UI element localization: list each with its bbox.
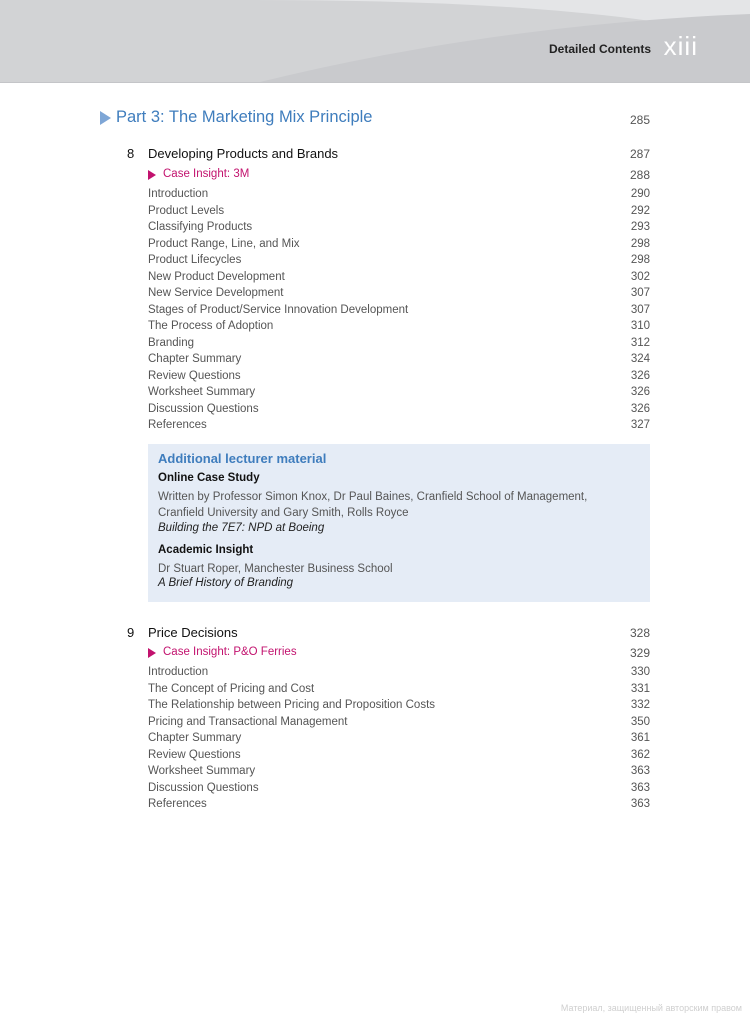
chapter-9-case-insight[interactable] bbox=[148, 646, 650, 662]
chapter-title: Developing Products and Brands bbox=[148, 146, 339, 161]
entry-title: Chapter Summary bbox=[148, 732, 242, 744]
entry-title: Discussion Questions bbox=[148, 781, 259, 794]
entry-page-number: 310 bbox=[630, 320, 650, 332]
chapter-number: 9 bbox=[127, 625, 135, 640]
toc-entry[interactable] bbox=[148, 320, 650, 337]
entry-title: Product Lifecycles bbox=[148, 254, 242, 266]
entry-page-number: 363 bbox=[630, 781, 650, 794]
chapter-title: Price Decisions bbox=[148, 625, 238, 640]
play-arrow-icon bbox=[148, 648, 156, 658]
part-heading[interactable] bbox=[100, 108, 650, 130]
entry-page-number: 290 bbox=[630, 188, 650, 200]
toc-entry[interactable] bbox=[148, 205, 650, 222]
chapter-9-entry-list bbox=[148, 666, 650, 815]
entry-title: Introduction bbox=[148, 188, 209, 200]
entry-title: Worksheet Summary bbox=[148, 765, 256, 777]
entry-title: Product Range, Line, and Mix bbox=[148, 237, 300, 250]
toc-entry[interactable] bbox=[148, 782, 650, 799]
play-arrow-icon bbox=[100, 111, 111, 125]
entry-title: Stages of Product/Service Innovation Development bbox=[148, 303, 409, 316]
entry-page-number: 307 bbox=[630, 287, 650, 299]
toc-entry[interactable] bbox=[148, 683, 650, 700]
entry-page-number: 361 bbox=[630, 732, 650, 744]
toc-entry[interactable] bbox=[148, 716, 650, 733]
entry-title: Worksheet Summary bbox=[148, 386, 256, 398]
page-header bbox=[0, 0, 750, 83]
entry-page-number: 326 bbox=[630, 369, 650, 382]
online-case-study-label: Online Case Study bbox=[158, 472, 260, 484]
online-case-study-title[interactable]: Building the 7E7: NPD at Boeing bbox=[158, 521, 325, 534]
entry-page-number: 293 bbox=[630, 221, 650, 233]
academic-insight-author: Dr Stuart Roper, Manchester Business School bbox=[158, 562, 393, 575]
entry-title: Chapter Summary bbox=[148, 353, 242, 365]
entry-page-number: 332 bbox=[630, 699, 650, 711]
entry-title: Classifying Products bbox=[148, 221, 253, 233]
chapter-9-heading[interactable] bbox=[120, 625, 650, 643]
case-insight-page-number: 329 bbox=[629, 646, 650, 660]
entry-page-number: 350 bbox=[630, 715, 650, 728]
entry-page-number: 327 bbox=[630, 419, 650, 431]
case-insight-title: Case Insight: 3M bbox=[163, 168, 250, 180]
entry-title: Review Questions bbox=[148, 369, 241, 382]
entry-title: Discussion Questions bbox=[148, 402, 259, 415]
entry-page-number: 331 bbox=[630, 682, 650, 695]
entry-title: The Concept of Pricing and Cost bbox=[148, 682, 315, 695]
toc-entry[interactable] bbox=[148, 765, 650, 782]
toc-entry[interactable] bbox=[148, 699, 650, 716]
toc-entry[interactable] bbox=[148, 666, 650, 683]
entry-page-number: 326 bbox=[630, 386, 650, 398]
box-heading: Additional lecturer material bbox=[158, 451, 327, 466]
case-insight-title: Case Insight: P&O Ferries bbox=[163, 646, 297, 658]
chapter-page-number: 287 bbox=[629, 147, 650, 161]
entry-title: Branding bbox=[148, 336, 195, 349]
header-swoosh bbox=[0, 0, 750, 82]
entry-title: New Service Development bbox=[148, 287, 284, 299]
online-case-study-authors: Written by Professor Simon Knox, Dr Paul Baines, Cranfield School of Management, Cranfield University and Gary Smith, Rolls Royce bbox=[158, 490, 588, 519]
entry-page-number: 326 bbox=[630, 402, 650, 415]
toc-entry[interactable] bbox=[148, 386, 650, 403]
academic-insight-title[interactable]: A Brief History of Branding bbox=[158, 577, 294, 589]
entry-title: The Process of Adoption bbox=[148, 320, 274, 332]
entry-page-number: 362 bbox=[630, 748, 650, 761]
entry-title: The Relationship between Pricing and Proposition Costs bbox=[148, 699, 436, 711]
chapter-8-case-insight[interactable] bbox=[148, 168, 650, 184]
entry-page-number: 324 bbox=[630, 353, 650, 365]
part-title: Part 3: The Marketing Mix Principle bbox=[116, 108, 373, 126]
toc-entry[interactable] bbox=[148, 221, 650, 238]
entry-title: Review Questions bbox=[148, 748, 241, 761]
copyright-watermark: Материал, защищенный авторским правом bbox=[560, 1003, 742, 1013]
entry-page-number: 298 bbox=[630, 237, 650, 250]
toc-entry[interactable] bbox=[148, 749, 650, 766]
toc-entry[interactable] bbox=[148, 254, 650, 271]
entry-title: References bbox=[148, 798, 207, 810]
entry-page-number: 363 bbox=[630, 798, 650, 810]
chapter-page-number: 328 bbox=[629, 626, 650, 640]
play-arrow-icon bbox=[148, 170, 156, 180]
toc-entry[interactable] bbox=[148, 238, 650, 255]
entry-title: Introduction bbox=[148, 666, 209, 678]
entry-page-number: 298 bbox=[630, 254, 650, 266]
entry-page-number: 307 bbox=[630, 303, 650, 316]
toc-entry[interactable] bbox=[148, 271, 650, 288]
toc-entry[interactable] bbox=[148, 287, 650, 304]
case-insight-page-number: 288 bbox=[629, 168, 650, 182]
header-section-label: Detailed Contents bbox=[548, 42, 651, 56]
lecturer-material-box bbox=[148, 444, 650, 602]
part-page-number: 285 bbox=[629, 113, 650, 127]
academic-insight-label: Academic Insight bbox=[158, 544, 254, 556]
toc-entry[interactable] bbox=[148, 353, 650, 370]
entry-title: Product Levels bbox=[148, 204, 225, 217]
entry-title: New Product Development bbox=[148, 270, 285, 283]
toc-entry[interactable] bbox=[148, 732, 650, 749]
chapter-8-heading[interactable] bbox=[120, 146, 650, 164]
entry-title: References bbox=[148, 419, 207, 431]
entry-page-number: 292 bbox=[630, 204, 650, 217]
toc-entry[interactable] bbox=[148, 337, 650, 354]
chapter-8-entry-list bbox=[148, 188, 650, 436]
entry-page-number: 330 bbox=[630, 666, 650, 678]
entry-title: Pricing and Transactional Management bbox=[148, 715, 348, 728]
entry-page-number: 302 bbox=[630, 270, 650, 283]
toc-entry[interactable] bbox=[148, 419, 650, 436]
toc-entry[interactable] bbox=[148, 403, 650, 420]
entry-page-number: 312 bbox=[630, 336, 650, 349]
toc-entry[interactable] bbox=[148, 798, 650, 815]
chapter-number: 8 bbox=[127, 146, 135, 161]
toc-entry[interactable] bbox=[148, 188, 650, 205]
toc-entry[interactable] bbox=[148, 304, 650, 321]
toc-entry[interactable] bbox=[148, 370, 650, 387]
entry-page-number: 363 bbox=[630, 765, 650, 777]
header-page-number: xiii bbox=[663, 31, 698, 61]
